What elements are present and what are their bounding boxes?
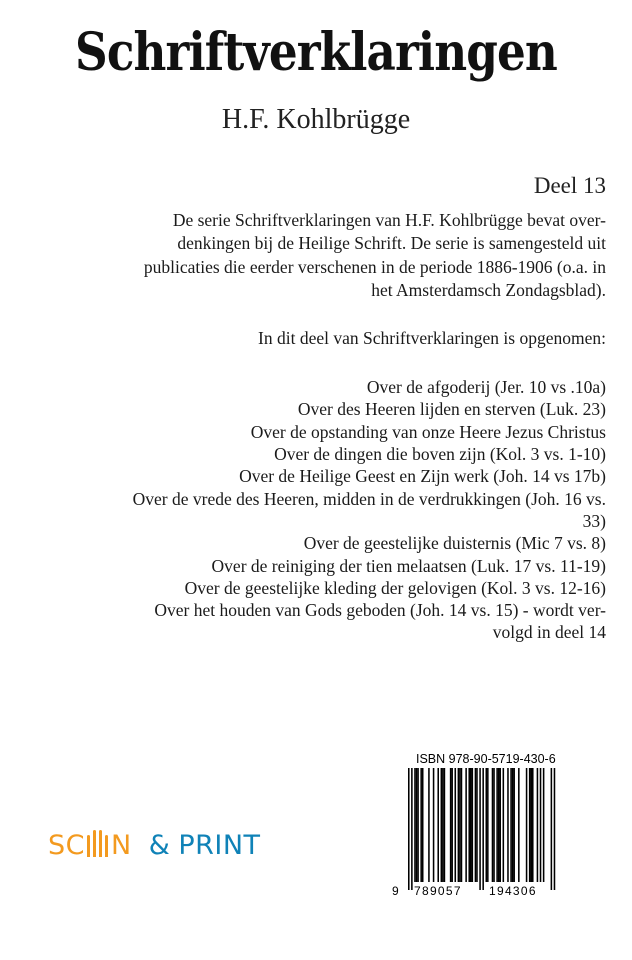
barcode-bar — [422, 768, 424, 882]
barcode-bar — [468, 768, 470, 882]
barcode-guard-bar — [411, 768, 413, 890]
barcode-bar — [458, 768, 460, 882]
intro-line: publicaties die eerder verschenen in de periode 1886-1906 (o.a. in — [143, 256, 606, 277]
barcode-bar — [442, 768, 444, 882]
barcode-bar — [496, 768, 498, 882]
contents-item: 33) — [582, 510, 606, 531]
contents-item: Over de reiniging der tien melaatsen (Luk. 17 vs. 11-19) — [211, 555, 606, 576]
barcode-bar — [537, 768, 539, 882]
contents-item: Over de opstanding van onze Heere Jezus Christus — [250, 421, 606, 442]
contents-item: Over des Heeren lijden en sterven (Luk. 23) — [297, 399, 606, 420]
barcode-bar — [470, 768, 472, 882]
barcode-bar — [450, 768, 452, 882]
barcode-bar — [510, 768, 512, 882]
barcode-bar — [513, 768, 515, 882]
barcode-guard-bar — [479, 768, 481, 890]
contents-item: Over de afgoderij (Jer. 10 vs .10a) — [366, 377, 606, 398]
barcode-bar — [503, 768, 505, 882]
barcode-bar — [532, 768, 534, 882]
description-block — [64, 209, 606, 644]
barcode-bar — [518, 768, 520, 882]
barcode-bar — [487, 768, 489, 882]
intro-line: denkingen bij de Heilige Schrift. De serie is samengesteld uit — [177, 233, 606, 254]
contents-item: Over de vrede des Heeren, midden in de verdrukkingen (Joh. 16 vs. — [132, 488, 606, 509]
barcode-bar — [420, 768, 422, 882]
barcode-bar — [465, 768, 467, 882]
isbn-barcode — [392, 752, 568, 900]
contents-item: volgd in deel 14 — [492, 622, 606, 643]
barcode-bar — [475, 768, 477, 882]
contents-list — [64, 376, 606, 644]
logo-text-n: N — [111, 830, 132, 861]
logo-ampersand: & — [148, 830, 171, 861]
barcode-bar — [455, 768, 457, 882]
barcode-bar — [529, 768, 531, 882]
contents-heading: In dit deel van Schriftverklaringen is opgenomen: — [258, 328, 606, 349]
barcode-guard-bar — [482, 768, 484, 890]
barcode-bar — [417, 768, 419, 882]
barcode-bar — [530, 768, 532, 882]
barcode-first-digit: 9 — [392, 884, 399, 898]
barcode-bar — [437, 768, 439, 882]
author-name: H.F. Kohlbrügge — [221, 104, 411, 135]
contents-item: Over de geestelijke kleding der gelovigen (Kol. 3 vs. 12-16) — [184, 577, 606, 598]
barcode-bar — [493, 768, 495, 882]
barcode-bar — [540, 768, 542, 882]
barcode-bar — [499, 768, 501, 882]
barcode-bar — [444, 768, 446, 882]
barcode-bar — [476, 768, 478, 882]
intro-paragraph — [64, 209, 606, 302]
intro-line: het Amsterdamsch Zondagsblad). — [371, 279, 606, 300]
scanner-mark-icon — [86, 830, 110, 857]
barcode-guard-bar — [551, 768, 553, 890]
series-title: Schriftverklaringen — [75, 22, 557, 83]
logo-text-print: PRINT — [178, 830, 261, 861]
contents-item: Over de geestelijke duisternis (Mic 7 vs. 8) — [303, 533, 606, 554]
barcode-bar — [486, 768, 488, 882]
contents-item: Over het houden van Gods geboden (Joh. 14 vs. 15) - wordt ver- — [154, 600, 606, 621]
barcode-bar — [414, 768, 416, 882]
barcode-bar — [451, 768, 453, 882]
intro-line: De serie Schriftverklaringen van H.F. Kohlbrügge bevat over- — [172, 210, 606, 230]
volume-number: Deel 13 — [533, 173, 606, 198]
barcode-bar — [416, 768, 418, 882]
barcode-guard-bar — [408, 768, 410, 890]
barcode-bar — [441, 768, 443, 882]
logo-text-sc: SC — [48, 830, 85, 861]
barcode-bar — [433, 768, 435, 882]
barcode-bar — [492, 768, 494, 882]
barcode-bar — [507, 768, 509, 882]
isbn-label: ISBN 978-90-5719-430-6 — [416, 752, 556, 766]
barcode-guard-bar — [554, 768, 556, 890]
barcode-bar — [512, 768, 514, 882]
barcode-left-digits: 789057 — [414, 884, 462, 898]
barcode-bars — [404, 768, 564, 892]
publisher-logo — [48, 827, 261, 865]
barcode-bar — [459, 768, 461, 882]
contents-item: Over de dingen die boven zijn (Kol. 3 vs. 1-10) — [274, 444, 606, 465]
barcode-bar — [428, 768, 430, 882]
contents-item: Over de Heilige Geest en Zijn werk (Joh. 14 vs 17b) — [239, 466, 606, 487]
barcode-bar — [543, 768, 545, 882]
barcode-bar — [472, 768, 474, 882]
barcode-right-digits: 194306 — [489, 884, 537, 898]
barcode-bar — [526, 768, 528, 882]
barcode-bar — [461, 768, 463, 882]
barcode-bar — [498, 768, 500, 882]
